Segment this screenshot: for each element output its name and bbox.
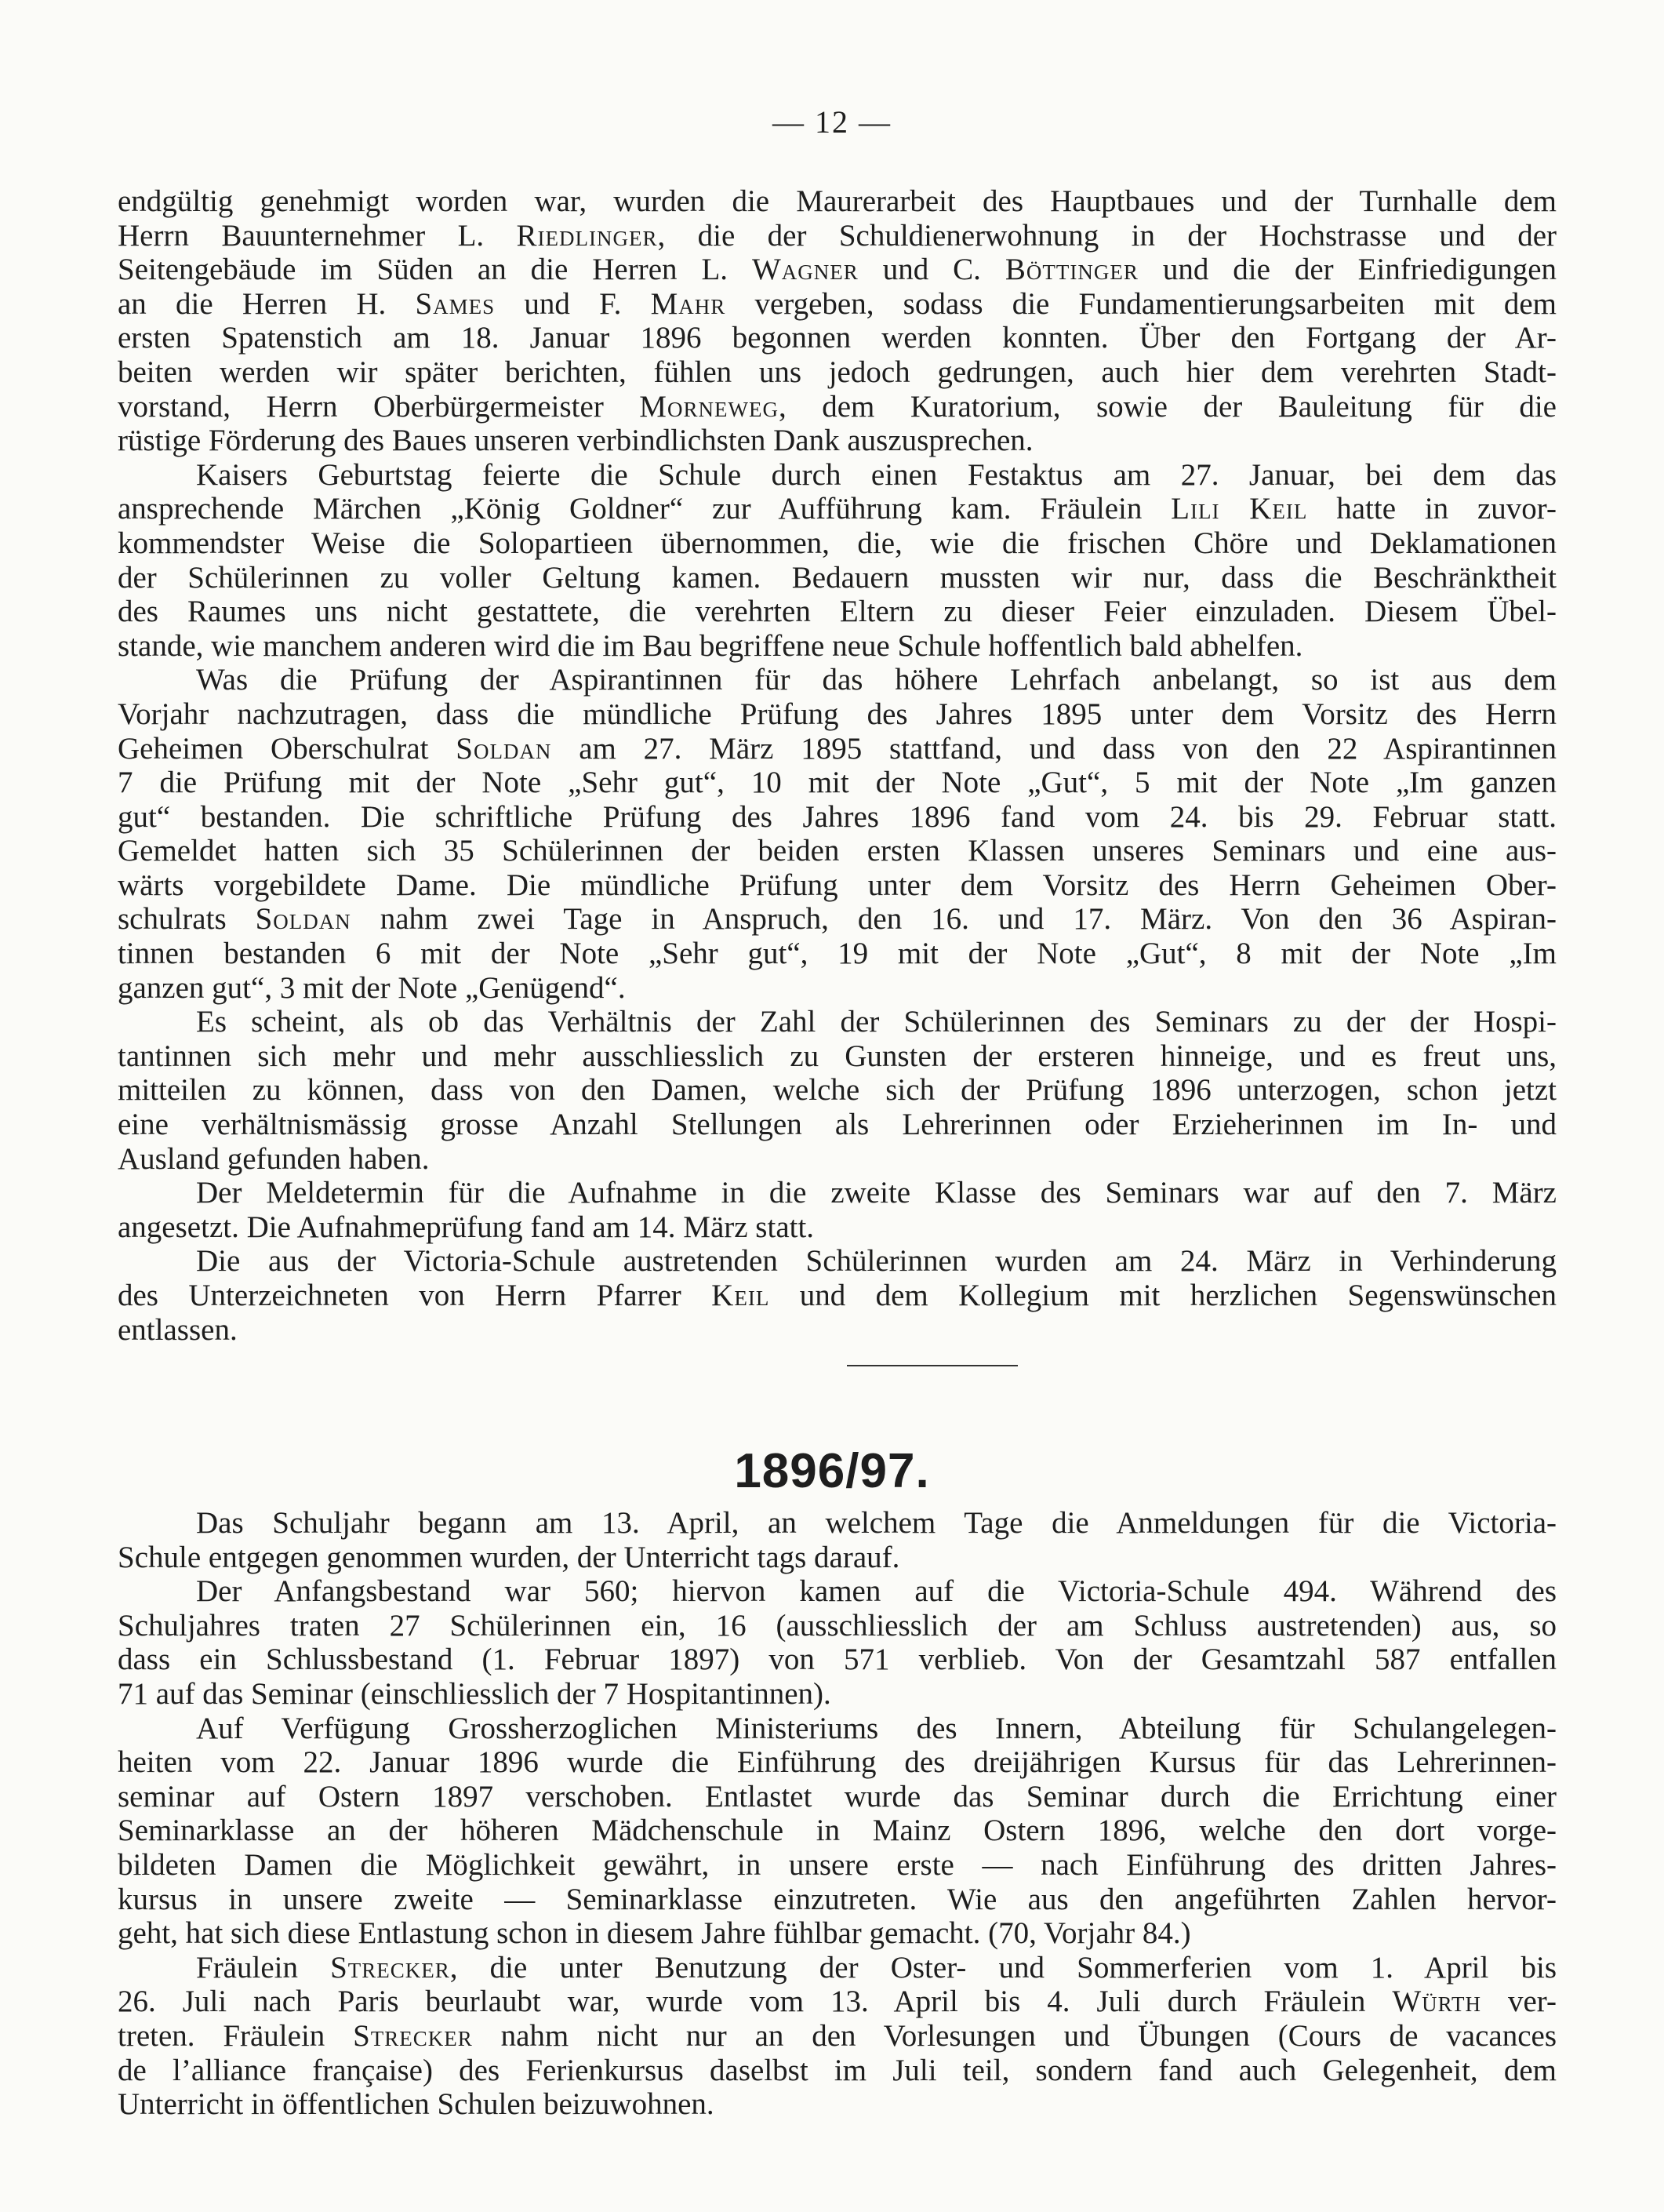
text-line — [118, 1210, 1557, 1245]
text-run: tantinnen sich mehr und mehr ausschliesslich zu Gunsten der ersteren hinneige, und es freut uns, — [118, 1039, 1557, 1073]
person-name: Morneweg — [639, 389, 779, 424]
text-run: heiten vom 22. Januar 1896 wurde die Einführung des dreijährigen Kursus für das Lehrerinnen- — [118, 1745, 1557, 1780]
text-run: vergeben, sodass die Fundamentierungsarbeiten mit dem — [725, 286, 1557, 321]
text-line — [118, 424, 1557, 458]
text-line — [118, 697, 1557, 732]
text-run: 26. Juli nach Paris beurlaubt war, wurde vom 13. April bis 4. Juli durch Fräulein — [118, 1985, 1393, 2019]
text-run: des Raumes uns nicht gestattete, die verehrten Eltern zu dieser Feier einzuladen. Diesem Übel- — [118, 595, 1557, 629]
text-run: Der Meldetermin für die Aufnahme in die zweite Klasse des Seminars war auf den 7. März — [196, 1176, 1557, 1210]
text-run: kursus in unsere zweite — Seminarklasse einzutreten. Wie aus den angeführten Zahlen hervor- — [118, 1882, 1557, 1916]
text-run: und C. — [858, 253, 1005, 287]
text-line — [118, 663, 1557, 697]
text-line — [118, 355, 1557, 390]
text-line — [118, 834, 1557, 868]
text-line — [118, 1574, 1557, 1609]
text-line — [118, 629, 1557, 664]
text-line — [118, 1780, 1557, 1814]
text-run: ganzen gut“, 3 mit der Note „Genügend“. — [118, 970, 626, 1005]
text-line — [118, 561, 1557, 595]
text-line — [118, 1108, 1557, 1142]
text-line — [118, 595, 1557, 629]
text-line — [118, 1279, 1557, 1313]
text-line — [118, 1005, 1557, 1039]
text-run: 71 auf das Seminar (einschliesslich der 7 Hospitantinnen). — [118, 1676, 831, 1711]
paragraph — [118, 1712, 1557, 1951]
paragraph — [118, 1574, 1557, 1711]
text-run: an die Herren H. — [118, 286, 416, 321]
text-line — [118, 1609, 1557, 1643]
text-line — [118, 1677, 1557, 1712]
text-run: endgültig genehmigt worden war, wurden die Maurerarbeit des Hauptbaues und der Turnhalle dem — [118, 184, 1557, 218]
text-line — [118, 1916, 1557, 1951]
text-run: Die aus der Victoria-Schule austretenden Schülerinnen wurden am 24. März in Verhinderung — [196, 1244, 1557, 1279]
text-run: Kaisers Geburtstag feierte die Schule durch einen Festaktus am 27. Januar, bei dem das — [196, 457, 1557, 492]
paragraph — [118, 1244, 1557, 1347]
text-run: rüstige Förderung des Baues unseren verbindlichsten Dank auszusprechen. — [118, 424, 1034, 458]
text-run: kommendster Weise die Solopartieen übernommen, die, wie die frischen Chöre und Deklamationen — [118, 526, 1557, 560]
person-name: Strecker — [330, 1950, 450, 1985]
person-name: Böttinger — [1005, 253, 1139, 287]
text-line — [118, 1643, 1557, 1677]
text-run: Herrn Bauunternehmer L. — [118, 218, 517, 253]
text-line — [118, 1176, 1557, 1210]
paragraph — [118, 458, 1557, 664]
text-line — [118, 1073, 1557, 1108]
text-line — [118, 1883, 1557, 1917]
person-name: Riedlinger — [516, 218, 658, 253]
text-line — [118, 732, 1557, 766]
text-line — [118, 1848, 1557, 1883]
text-run: mitteilen zu können, dass von den Damen, welche sich der Prüfung 1896 unterzogen, schon jetzt — [118, 1073, 1557, 1108]
text-line — [118, 287, 1557, 322]
text-run: Was die Prüfung der Aspirantinnen für das höhere Lehrfach anbelangt, so ist aus dem — [196, 663, 1557, 697]
text-run: entlassen. — [118, 1312, 238, 1347]
text-run: und F. — [495, 286, 651, 321]
text-run: hatte in zuvor- — [1307, 492, 1557, 526]
text-run: , die unter Benutzung der Oster- und Sommerferien vom 1. April bis — [449, 1950, 1557, 1985]
page-number: — 12 — — [772, 104, 892, 140]
text-line — [118, 868, 1557, 903]
person-name: Soldan — [456, 731, 552, 766]
text-run: Das Schuljahr begann am 13. April, an welchem Tage die Anmeldungen für die Victoria- — [196, 1506, 1557, 1540]
text-line — [118, 902, 1557, 937]
text-run: Gemeldet hatten sich 35 Schülerinnen der beiden ersten Klassen unseres Seminars und eine aus- — [118, 834, 1557, 868]
text-run: nahm zwei Tage in Anspruch, den 16. und 17. März. Von den 36 Aspiran- — [351, 902, 1557, 937]
text-line — [118, 1506, 1557, 1541]
paragraph — [118, 1005, 1557, 1176]
text-run: , die der Schuldienerwohnung in der Hochstrasse und der — [657, 218, 1557, 253]
text-line — [118, 321, 1557, 355]
text-line — [118, 219, 1557, 253]
text-run: ansprechende Märchen „König Goldner“ zur Aufführung kam. Fräulein — [118, 492, 1172, 526]
text-line — [118, 800, 1557, 835]
paragraph — [118, 1506, 1557, 1574]
text-run: Auf Verfügung Grossherzoglichen Ministeriums des Innern, Abteilung für Schulangelegen- — [196, 1711, 1557, 1745]
text-run: seminar auf Ostern 1897 verschoben. Entlastet wurde das Seminar durch die Errichtung einer — [118, 1779, 1557, 1814]
text-line — [118, 492, 1557, 526]
text-run: gut“ bestanden. Die schriftliche Prüfung des Jahres 1896 fand vom 24. bis 29. Februar statt. — [118, 799, 1557, 834]
text-run: Seitengebäude im Süden an die Herren L. — [118, 253, 752, 287]
text-run: und dem Kollegium mit herzlichen Segenswünschen — [769, 1279, 1557, 1312]
text-line — [118, 766, 1557, 800]
text-line — [118, 1039, 1557, 1074]
text-line — [118, 184, 1557, 219]
text-run: Der Anfangsbestand war 560; hiervon kamen auf die Victoria-Schule 494. Während des — [196, 1574, 1557, 1609]
text-run: stande, wie manchem anderen wird die im Bau begriffene neue Schule hoffentlich bald abhelfen. — [118, 628, 1303, 663]
text-run: geht, hat sich diese Entlastung schon in diesem Jahre fühlbar gemacht. (70, Vorjahr 84.) — [118, 1916, 1191, 1951]
text-line — [118, 1142, 1557, 1177]
paragraph — [118, 1176, 1557, 1244]
text-run: ersten Spatenstich am 18. Januar 1896 begonnen werden konnten. Über den Fortgang der Ar- — [118, 321, 1557, 355]
text-run: der Schülerinnen zu voller Geltung kamen. Bedauern mussten wir nur, dass die Beschränktheit — [118, 560, 1557, 595]
person-name: Soldan — [255, 902, 351, 937]
text-line — [118, 1541, 1557, 1575]
text-run: , dem Kuratorium, sowie der Bauleitung für die — [778, 389, 1557, 424]
person-name: Keil — [711, 1279, 770, 1312]
text-run: schulrats — [118, 902, 256, 937]
text-run: Schuljahres traten 27 Schülerinnen ein, 16 (ausschliesslich der am Schluss austretenden) aus, so — [118, 1608, 1557, 1643]
text-run: wärts vorgebildete Dame. Die mündliche Prüfung unter dem Vorsitz des Herrn Geheimen Ober- — [118, 868, 1557, 902]
text-run: tinnen bestanden 6 mit der Note „Sehr gut“, 19 mit der Note „Gut“, 8 mit der Note „Im — [118, 937, 1557, 971]
text-line — [118, 2087, 1557, 2122]
text-run: und die der Einfriedigungen — [1138, 253, 1557, 287]
section-divider — [847, 1365, 1018, 1366]
paragraph — [118, 1951, 1557, 2122]
text-run: nahm nicht nur an den Vorlesungen und Übungen (Cours de vacances — [472, 2018, 1557, 2053]
text-run: beiten werden wir später berichten, fühlen uns jedoch gedrungen, auch hier dem verehrten Stadt- — [118, 355, 1557, 389]
paragraph — [118, 184, 1557, 458]
text-run: Es scheint, als ob das Verhältnis der Zahl der Schülerinnen des Seminars zu der der Hospi- — [196, 1005, 1557, 1039]
text-line — [118, 1712, 1557, 1746]
person-name: Mahr — [650, 286, 726, 321]
text-run: angesetzt. Die Aufnahmeprüfung fand am 14. März statt. — [118, 1210, 815, 1244]
text-run: Schule entgegen genommen wurden, der Unterricht tags darauf. — [118, 1540, 900, 1574]
text-line — [118, 971, 1557, 1006]
text-run: ver- — [1481, 1985, 1557, 2019]
text-run: Ausland gefunden haben. — [118, 1141, 430, 1176]
text-line — [118, 526, 1557, 561]
text-run: Seminarklasse an der höheren Mädchenschule in Mainz Ostern 1896, welche den dort vorge- — [118, 1814, 1557, 1848]
text-line — [118, 937, 1557, 971]
text-line — [118, 2019, 1557, 2054]
text-run: eine verhältnismässig grosse Anzahl Stellungen als Lehrerinnen oder Erzieherinnen im In- und — [118, 1108, 1557, 1142]
person-name: Strecker — [353, 2018, 473, 2053]
text-run: Fräulein — [196, 1950, 331, 1985]
person-name: Würth — [1392, 1985, 1482, 2019]
text-run: Unterricht in öffentlichen Schulen beizuwohnen. — [118, 2087, 714, 2122]
text-run: des Unterzeichneten von Herrn Pfarrer — [118, 1279, 712, 1312]
text-line — [118, 1244, 1557, 1279]
text-line — [118, 1313, 1557, 1348]
text-run: 7 die Prüfung mit der Note „Sehr gut“, 10 mit der Note „Gut“, 5 mit der Note „Im ganzen — [118, 766, 1557, 800]
person-name: Wagner — [751, 253, 859, 287]
text-run: bildeten Damen die Möglichkeit gewährt, in unsere erste — nach Einführung des dritten Jahres- — [118, 1847, 1557, 1882]
section-heading: 1896/97. — [734, 1444, 930, 1498]
text-line — [118, 253, 1557, 287]
text-line — [118, 390, 1557, 424]
text-line — [118, 458, 1557, 493]
person-name: Lili Keil — [1171, 492, 1308, 526]
person-name: Sames — [415, 286, 496, 321]
text-block-1896-97 — [118, 1506, 1557, 2122]
text-line — [118, 2054, 1557, 2088]
text-line — [118, 1951, 1557, 1985]
text-block-1896 — [118, 184, 1557, 1347]
text-run: de l’alliance française) des Ferienkursus daselbst im Juli teil, sondern fand auch Gelegenheit, dem — [118, 2053, 1557, 2087]
text-line — [118, 1814, 1557, 1848]
text-run: treten. Fräulein — [118, 2018, 354, 2053]
text-run: dass ein Schlussbestand (1. Februar 1897) von 571 verblieb. Von der Gesamtzahl 587 entfallen — [118, 1643, 1557, 1677]
text-line — [118, 1985, 1557, 2019]
text-run: Vorjahr nachzutragen, dass die mündliche Prüfung des Jahres 1895 unter dem Vorsitz des Herrn — [118, 697, 1557, 731]
text-line — [118, 1745, 1557, 1780]
text-run: Geheimen Oberschulrat — [118, 731, 456, 766]
text-run: am 27. März 1895 stattfand, und dass von den 22 Aspirantinnen — [551, 731, 1557, 766]
text-run: vorstand, Herrn Oberbürgermeister — [118, 389, 640, 424]
paragraph — [118, 663, 1557, 1005]
